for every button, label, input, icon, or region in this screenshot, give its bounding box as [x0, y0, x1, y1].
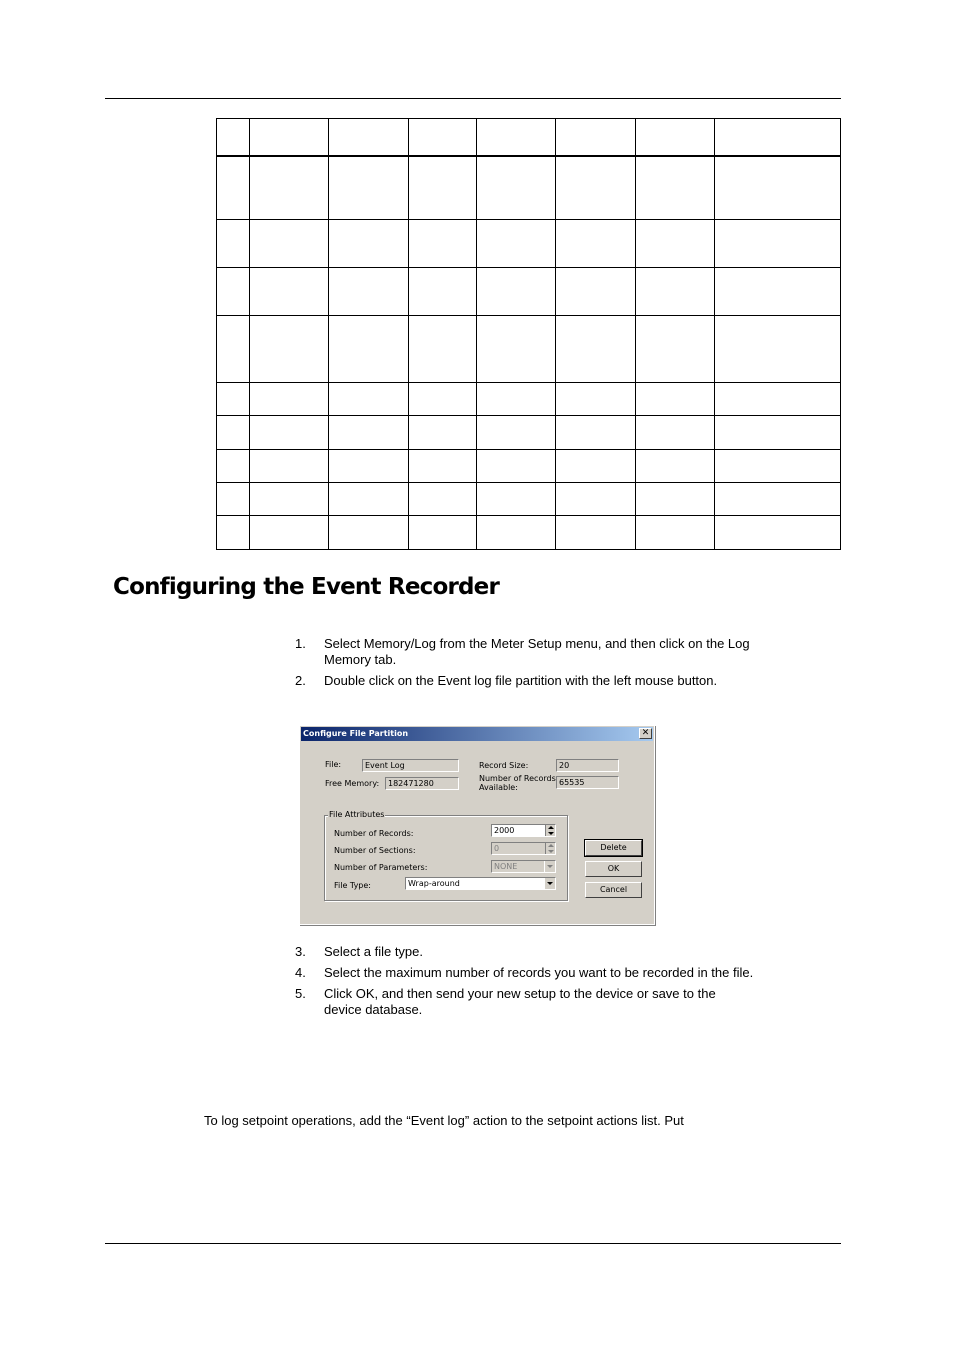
- file-field: Event Log: [362, 759, 459, 772]
- num-records-stepper[interactable]: 2000: [491, 824, 556, 837]
- dialog-title-bar: [301, 727, 653, 741]
- num-params-label: Number of Parameters:: [334, 863, 428, 872]
- footer-rule: [105, 1243, 841, 1244]
- num-sections-stepper[interactable]: 0: [491, 842, 556, 855]
- empty-table: [216, 118, 841, 550]
- delete-button[interactable]: Delete: [585, 840, 642, 856]
- records-available-label-2: Available:: [479, 783, 518, 792]
- section-heading: Configuring the Event Recorder: [113, 574, 500, 600]
- num-params-select[interactable]: NONE: [491, 860, 556, 873]
- steps-list-b: [295, 944, 755, 1023]
- list-item: 5. Click OK, and then send your new setup to the device or save to the device database.: [295, 986, 716, 1017]
- chevron-down-icon[interactable]: [544, 878, 555, 889]
- spin-arrows-icon[interactable]: [545, 843, 555, 854]
- file-attributes-title: File Attributes: [329, 810, 385, 819]
- list-item: 3. Select a file type.: [295, 944, 423, 959]
- list-item: 1. Select Memory/Log from the Meter Setup menu, and then click on the Log Memory tab.: [295, 636, 750, 667]
- file-type-label: File Type:: [334, 881, 371, 890]
- list-item: 4. Select the maximum number of records you want to be recorded in the file.: [295, 965, 754, 980]
- record-size-field: 20: [556, 759, 619, 772]
- record-size-label: Record Size:: [479, 761, 529, 770]
- free-memory-label: Free Memory:: [325, 779, 380, 788]
- header-rule: [105, 98, 841, 99]
- file-label: File:: [325, 760, 342, 769]
- chevron-down-icon[interactable]: [544, 861, 555, 872]
- configure-file-partition-dialog: [299, 725, 655, 925]
- close-icon[interactable]: ✕: [639, 728, 652, 739]
- num-sections-label: Number of Sections:: [334, 846, 416, 855]
- body-paragraph: To log setpoint operations, add the “Event log” action to the setpoint actions list. Put: [204, 1113, 684, 1128]
- cancel-button[interactable]: Cancel: [585, 882, 642, 898]
- dialog-title: Configure File Partition: [303, 729, 409, 738]
- spin-arrows-icon[interactable]: [545, 825, 555, 836]
- steps-list-a: [295, 636, 755, 694]
- free-memory-field: 182471280: [385, 777, 459, 790]
- num-records-label: Number of Records:: [334, 829, 414, 838]
- records-available-label: Number of Records: [479, 774, 556, 783]
- list-item: 2. Double click on the Event log file partition with the left mouse button.: [295, 673, 718, 688]
- ok-button[interactable]: OK: [585, 861, 642, 877]
- file-type-select[interactable]: Wrap-around: [405, 877, 556, 890]
- records-available-field: 65535: [556, 776, 619, 789]
